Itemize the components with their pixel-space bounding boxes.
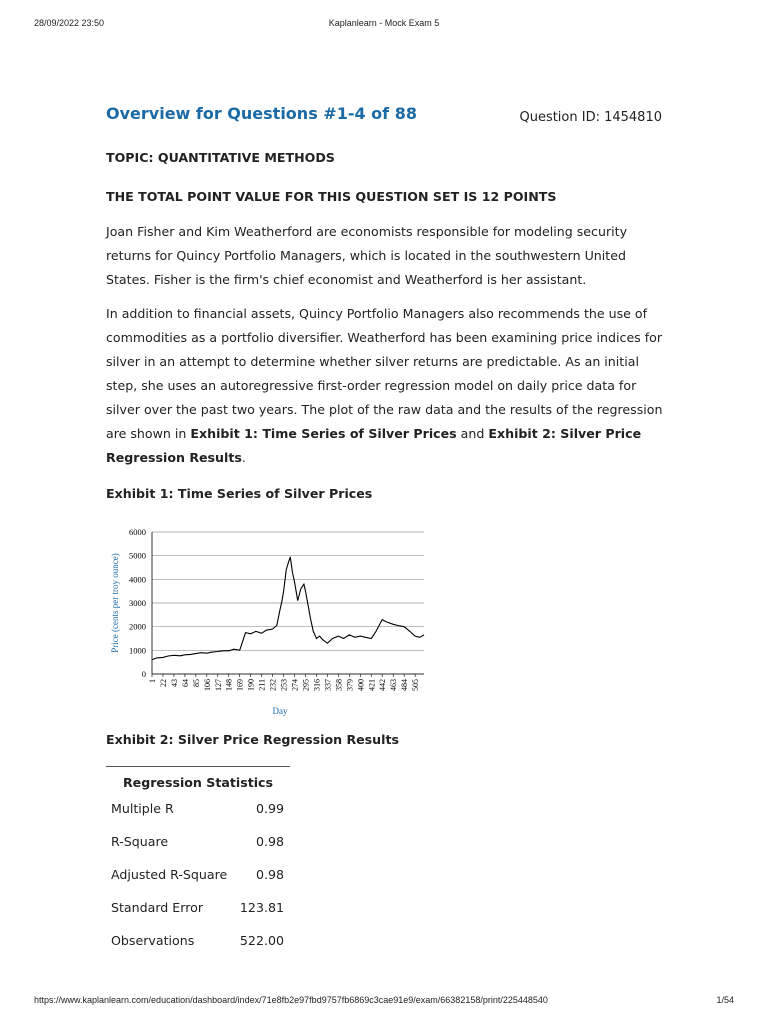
row-label: R-Square — [111, 834, 169, 849]
x-tick-label: 85 — [191, 679, 201, 687]
y-tick-label: 1000 — [129, 645, 146, 656]
row-value: 0.98 — [255, 834, 284, 849]
x-tick-label: 484 — [400, 679, 410, 691]
x-tick-label: 148 — [224, 679, 234, 691]
exhibit-2-heading: Exhibit 2: Silver Price Regression Results — [106, 732, 399, 747]
print-page-title: Kaplanlearn - Mock Exam 5 — [328, 18, 440, 28]
silver-price-chart-svg — [106, 524, 436, 720]
x-tick-label: 442 — [378, 679, 388, 691]
x-tick-label: 253 — [279, 679, 289, 691]
y-tick-label: 2000 — [129, 621, 146, 632]
row-label: Adjusted R-Square — [111, 867, 228, 882]
paragraph-2 — [106, 302, 664, 470]
paragraph-1: Joan Fisher and Kim Weatherford are economists responsible for modeling security returns for Quincy Portfolio Managers, which is located in the southwestern United States. Fisher is the firm's chief economist and Weatherford is her assistant. — [106, 224, 628, 287]
exhibit-1-reference: Exhibit 1: Time Series of Silver Prices — [190, 426, 457, 441]
y-tick-label: 4000 — [129, 574, 146, 585]
x-tick-label: 64 — [180, 679, 190, 687]
table-row — [106, 933, 290, 966]
table-header: Regression Statistics — [122, 775, 274, 790]
table-row — [106, 834, 290, 867]
question-content — [106, 150, 664, 501]
table-row — [106, 801, 290, 834]
x-tick-label: 358 — [334, 679, 344, 691]
row-value: 522.00 — [239, 933, 284, 948]
x-axis-label: Day — [272, 706, 288, 716]
exhibit-1-heading: Exhibit 1: Time Series of Silver Prices — [106, 486, 373, 501]
row-value: 0.99 — [255, 801, 284, 816]
x-tick-label: 190 — [246, 679, 256, 691]
paragraph-2-and: and — [456, 426, 489, 441]
y-axis-label: Price (cents per troy ounce) — [110, 553, 120, 653]
row-label: Observations — [111, 933, 195, 948]
regression-statistics-table — [106, 766, 290, 966]
x-tick-label: 379 — [345, 679, 355, 691]
y-tick-label: 0 — [141, 669, 146, 679]
x-tick-label: 169 — [235, 679, 245, 691]
x-tick-label: 127 — [213, 679, 223, 691]
overview-title: Overview for Questions #1-4 of 88 — [106, 104, 417, 123]
row-value: 123.81 — [239, 900, 284, 915]
x-tick-label: 22 — [158, 679, 168, 687]
x-tick-label: 316 — [312, 679, 322, 691]
table-row — [106, 867, 290, 900]
row-value: 0.98 — [255, 867, 284, 882]
x-tick-label: 211 — [257, 679, 267, 691]
overview-header — [106, 104, 662, 130]
topic-heading: TOPIC: QUANTITATIVE METHODS — [106, 150, 335, 165]
y-tick-label: 5000 — [129, 550, 146, 561]
y-tick-label: 3000 — [129, 598, 146, 608]
x-tick-label: 295 — [301, 679, 311, 691]
x-tick-label: 505 — [411, 679, 421, 691]
print-datetime: 28/09/2022 23:50 — [34, 18, 105, 28]
x-tick-label: 400 — [356, 679, 366, 691]
row-label: Multiple R — [111, 801, 174, 816]
x-tick-label: 43 — [169, 679, 179, 687]
print-page-number: 1/54 — [716, 995, 734, 1005]
print-url: https://www.kaplanlearn.com/education/dashboard/index/71e8fb2e97fbd9757fb6869c3cae91e9/exam/66382158/print/225448540 — [34, 995, 548, 1005]
x-tick-label: 274 — [290, 679, 300, 691]
table-body — [106, 801, 290, 966]
x-tick-label: 337 — [323, 679, 333, 691]
silver-price-series-line — [152, 557, 424, 660]
x-tick-label: 463 — [389, 679, 399, 691]
paragraph-2-end: . — [241, 450, 246, 465]
x-tick-label: 106 — [202, 679, 212, 691]
points-heading: THE TOTAL POINT VALUE FOR THIS QUESTION SET IS 12 POINTS — [106, 189, 557, 204]
x-tick-label: 421 — [367, 679, 377, 691]
exhibit-2-reference: Exhibit 2: Silver Price Regression Results — [106, 426, 642, 465]
x-tick-label: 232 — [268, 679, 278, 691]
row-label: Standard Error — [111, 900, 203, 915]
silver-price-chart — [106, 524, 436, 720]
question-id: Question ID: 1454810 — [519, 110, 662, 125]
table-row — [106, 900, 290, 933]
y-tick-label: 6000 — [129, 527, 146, 537]
x-tick-label: 1 — [148, 679, 157, 683]
paragraph-2-text: In addition to financial assets, Quincy Portfolio Managers also recommends the use of commodities as a portfolio diversifier. Weatherford has been examining price indices for silver in an attempt to determine whether silver returns are predictable. As an initial step, she uses an autoregressive first-order regression model on daily price data for silver over the past two years. The plot of the raw data and the results of the regression are shown in — [106, 306, 663, 441]
